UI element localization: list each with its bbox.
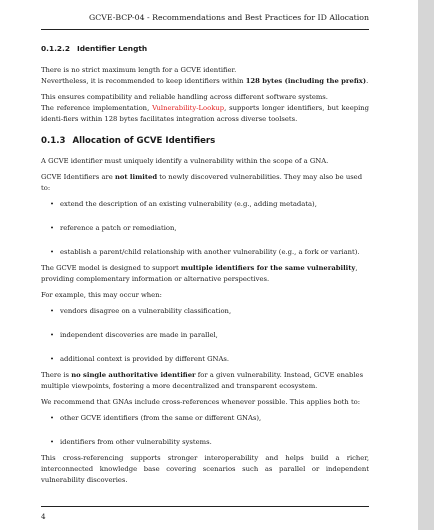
text-run: to newly discovered vulnerabilities. They may also be used to:: [41, 173, 363, 192]
bullet-icon: •: [50, 331, 55, 339]
text-run: for a given vulnerability. Instead, GCVE enables multiple viewpoints, fostering a more decentralized and transparent ecosystem.: [41, 371, 364, 390]
section-number: 0.1.2.2: [41, 44, 70, 53]
list-item-text: independent discoveries are made in parallel,: [60, 331, 218, 339]
bullet-list: [41, 413, 369, 448]
list-item: [41, 223, 369, 234]
text-line: This ensures compatibility and reliable handling across different software systems.: [41, 93, 328, 101]
bullet-icon: •: [50, 355, 55, 363]
bold-text: no single authoritative identifier: [71, 371, 196, 379]
bullet-list: [41, 306, 369, 365]
text-run: .: [366, 77, 369, 85]
list-item-text: other GCVE identifiers (from the same or different GNAs),: [60, 414, 262, 422]
text-run: , providing complementary information or alternative perspectives.: [41, 264, 358, 283]
list-item-text: establish a parent/child relationship with another vulnerability (e.g., a fork or variant).: [60, 248, 360, 256]
text-line: There is no strict maximum length for a GCVE identifier.: [41, 66, 237, 74]
bullet-icon: •: [50, 414, 55, 422]
bold-text: multiple identifiers for the same vulnerability: [180, 264, 356, 272]
paragraph: [41, 172, 369, 194]
text-run: There is: [41, 371, 72, 379]
page-content: [41, 43, 369, 491]
text-run: Nevertheless, it is recommended to keep identifiers within: [41, 77, 246, 85]
paragraph: [41, 65, 369, 87]
list-item-text: additional context is provided by different GNAs.: [60, 355, 230, 363]
list-item: [41, 306, 369, 317]
list-item: [41, 437, 369, 448]
page-number: 4: [41, 512, 46, 521]
running-header: GCVE-BCP-04 - Recommendations and Best Practices for ID Allocation: [89, 13, 369, 22]
bold-text: not limited: [114, 173, 158, 181]
bullet-icon: •: [50, 248, 55, 256]
section-title: Identifier Length: [77, 44, 148, 53]
bullet-icon: •: [50, 307, 55, 315]
bullet-icon: •: [50, 224, 55, 232]
bullet-list: [41, 199, 369, 258]
section-number: 0.1.3: [41, 136, 66, 146]
section-title: Allocation of GCVE Identifiers: [72, 136, 216, 146]
paragraph: [41, 370, 369, 392]
bold-text: 128 bytes (including the prefix): [245, 77, 367, 85]
list-item: [41, 330, 369, 341]
list-item-text: vendors disagree on a vulnerability classification,: [60, 307, 232, 315]
list-item-text: extend the description of an existing vulnerability (e.g., adding metadata),: [60, 200, 317, 208]
list-item: [41, 199, 369, 210]
section-heading-allocation: [41, 135, 369, 147]
text-run: , supports longer identifiers, but keeping identi-fiers within 128 bytes facilitates integration across diverse toolsets.: [41, 104, 369, 123]
bullet-icon: •: [50, 438, 55, 446]
paragraph: This cross-referencing supports stronger interoperability and helps build a richer, interconnected knowledge base covering scenarios such as parallel or independent vulnerability discoveries.: [41, 454, 369, 484]
paragraph: We recommend that GNAs include cross-references whenever possible. This applies both to:: [41, 398, 361, 406]
scrollbar-track[interactable]: [418, 0, 434, 530]
paragraph: [41, 263, 369, 285]
list-item-text: reference a patch or remediation,: [60, 224, 177, 232]
text-run: The reference implementation,: [41, 104, 153, 112]
paragraph: For example, this may occur when:: [41, 291, 162, 299]
text-run: The GCVE model is designed to support: [41, 264, 181, 272]
list-item-text: identifiers from other vulnerability systems.: [60, 438, 212, 446]
list-item: [41, 354, 369, 365]
section-heading-identifier-length: [41, 43, 369, 54]
bullet-icon: •: [50, 200, 55, 208]
paragraph: [41, 92, 369, 125]
footer-rule: [41, 506, 369, 507]
list-item: [41, 247, 369, 258]
paragraph: A GCVE identifier must uniquely identify a vulnerability within the scope of a GNA.: [41, 157, 329, 165]
vulnerability-lookup-link[interactable]: Vulnerability-Lookup: [152, 104, 225, 112]
header-rule: [41, 29, 369, 30]
list-item: [41, 413, 369, 424]
text-run: GCVE Identifiers are: [41, 173, 115, 181]
